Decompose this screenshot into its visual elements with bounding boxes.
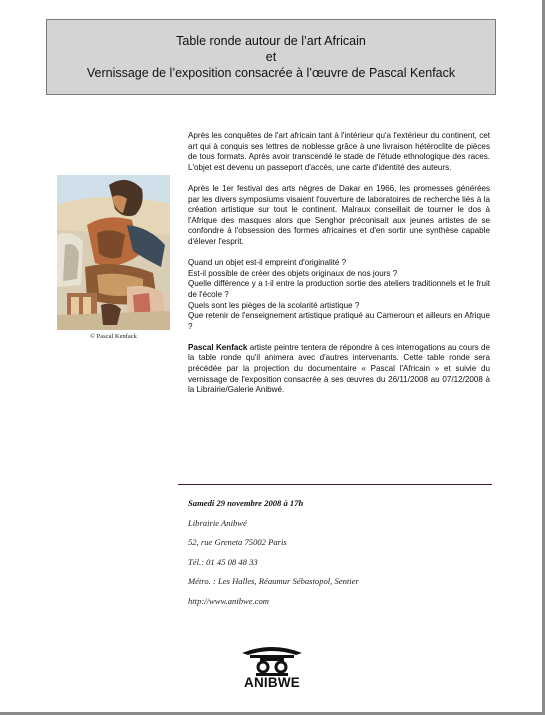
question-item: Quelle différence y a t-il entre la production sortie des ateliers traditionnels et le fruit de l'école ? [188,279,490,299]
title-box [46,19,496,95]
question-item: Quand un objet est-il empreint d'originalité ? [188,258,347,268]
event-metro: Métro. : Les Halles, Réaumur Sébastopol, Sentier [188,576,359,586]
artist-name: Pascal Kenfack [188,342,248,352]
logo-wordmark: ANIBWE [244,675,300,690]
event-details [188,497,488,614]
paragraph-4 [188,343,490,396]
question-item: Est-il possible de créer des objets originaux de nos jours ? [188,268,398,278]
event-venue: Librairie Anibwé [188,517,247,528]
title-line-2: et [265,50,277,64]
painting-image [57,175,170,330]
separator-rule [178,484,492,485]
paragraph-2: Après le 1er festival des arts nègres de Dakar en 1966, les promesses générées par les divers symposiums visaient l'ouverture de laboratoires de recherche liés à la création artistique sur tout le continent. Malraux conseillait de tourner le dos à l'Afrique des masques alors que Senghor préconisait aux jeunes artistes de se confondre à l'obsession des formes africaines et d'en sortir une synthèse capable d'élever l'esprit. [188,183,490,246]
questions-list [188,258,490,332]
paragraph-4-text: artiste peintre tentera de répondre à ces interrogations au cours de la table ronde qu'il animera avec d'autres intervenants. Cette table ronde sera précédée par la projection du documentaire « Pascal l'Africain » et suivie du vernissage de l'exposition consacrée à ses œuvres du 26/11/2008 au 07/12/2008 à la Librairie/Galerie Anibwé. [188,342,490,395]
question-item: Que retenir de l'enseignement artistique pratiqué au Cameroun et ailleurs en Afrique ? [188,311,490,331]
title-line-1: Table ronde autour de l’art Africain [176,34,366,48]
event-phone: Tél.: 01 45 08 48 33 [188,556,258,567]
image-caption: © Pascal Kenfack [90,333,137,340]
event-website[interactable]: http://www.anibwe.com [188,595,270,606]
event-address: 52, rue Greneta 75002 Paris [188,537,287,547]
event-date: Samedi 29 novembre 2008 à 17h [188,498,304,508]
paragraph-1: Après les conquêtes de l'art africain tant à l'intérieur qu'a l'extérieur du continent, cet art qui à conquis ses lettres de noblesse grâce à une livraison hétéroclite de pièces de tous formats. Après avoir transcendé le stade de l'étude ethnologique des races. L'objet est devenu un passeport d'accès, une carte d'identité des auteurs. [188,131,490,172]
title-line-3: Vernissage de l’exposition consacrée à l’œuvre de Pascal Kenfack [86,66,456,80]
article-body [188,131,490,406]
question-item: Quels sont les pièges de la scolarité artistique ? [188,300,360,310]
